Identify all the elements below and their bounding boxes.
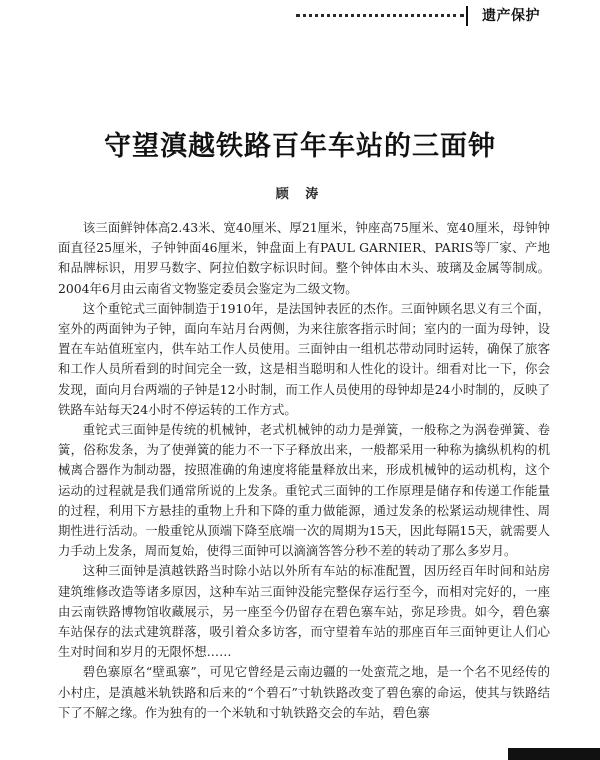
footer-bar: [508, 748, 600, 760]
article-author: 顾 涛: [275, 187, 325, 202]
article-title: 守望滇越铁路百年车站的三面钟: [104, 131, 496, 162]
paragraph: 这个重铊式三面钟制造于1910年，是法国钟表匠的杰作。三面钟顾名思义有三个面，室外的两面钟为子钟，面向车站月台两侧，为来往旅客指示时间；室内的一面为母钟，设置在车站值班室内，供车站工作人员使用。三面钟由一组机芯带动同时运转，确保了旅客和工作人员所看到的时间完全一致，这是相当聪明和人性化的设计。细看对比一下，你会发现，面向月台两端的子钟是12小时制，而工作人员使用的母钟却是24小时制的，反映了铁路车站每天24小时不停运转的工作方式。: [58, 300, 550, 417]
paragraph: 该三面鲜钟体高2.43米、宽40厘米、厚21厘米，钟座高75厘米、宽40厘米，母钟钟面直径25厘米，子钟钟面46厘米，钟盘面上有PAUL GARNIER、PARIS等厂家、产地和品牌标识，用罗马数字、阿拉伯数字标识时间。整个钟体由木头、玻璃及金属等制成。2004年6月由云南省文物鉴定委员会鉴定为二级文物。: [58, 220, 550, 296]
paragraph: 这种三面钟是滇越铁路当时除小站以外所有车站的标准配置，因历经百年时间和站房建筑维修改造等诸多原因，这种车站三面钟没能完整保存运行至今，而相对完好的，一座由云南铁路博物馆收藏展示，另一座至今仍留存在碧色寨车站，弥足珍贵。如今，碧色寨车站保存的法式建筑群落，吸引着众多访客，而守望着车站的那座百年三面钟更让人们心生对时间和岁月的无限怀想……: [58, 563, 550, 660]
article-body: [58, 218, 550, 723]
header-dotted-rule: [296, 14, 464, 17]
paragraph: 重铊式三面钟是传统的机械钟，老式机械钟的动力是弹簧，一般称之为涡卷弹簧、卷簧，俗称发条，为了使弹簧的能力不一下子释放出来，一般都采用一种称为擒纵机构的机械离合器作为制动器，按照准确的角速度将能量释放出来，形成机械钟的运动机构，这个运动的过程就是我们通常所说的上发条。重铊式三面钟的工作原理是储存和传递工作能量的过程，利用下方悬挂的重物上升和下降的重力做能源，通过发条的松紧运动规律性、周期性进行活动。一般重铊从顶端下降至底端一次的周期为15天，因此每隔15天，就需要人力手动上发条，周而复始，使得三面钟可以滴滴答答分秒不差的转动了那么多岁月。: [58, 422, 550, 559]
paragraph: 碧色寨原名“壁虱寨”，可见它曾经是云南边疆的一处蛮荒之地，是一个名不见经传的小村庄，是滇越米轨铁路和后来的“个碧石”寸轨铁路改变了碧色寨的命运，使其与铁路结下了不解之缘。作为独有的一个米轨和寸轨铁路交会的车站，碧色寨: [58, 664, 550, 720]
section-label: 遗产保护: [468, 8, 554, 25]
